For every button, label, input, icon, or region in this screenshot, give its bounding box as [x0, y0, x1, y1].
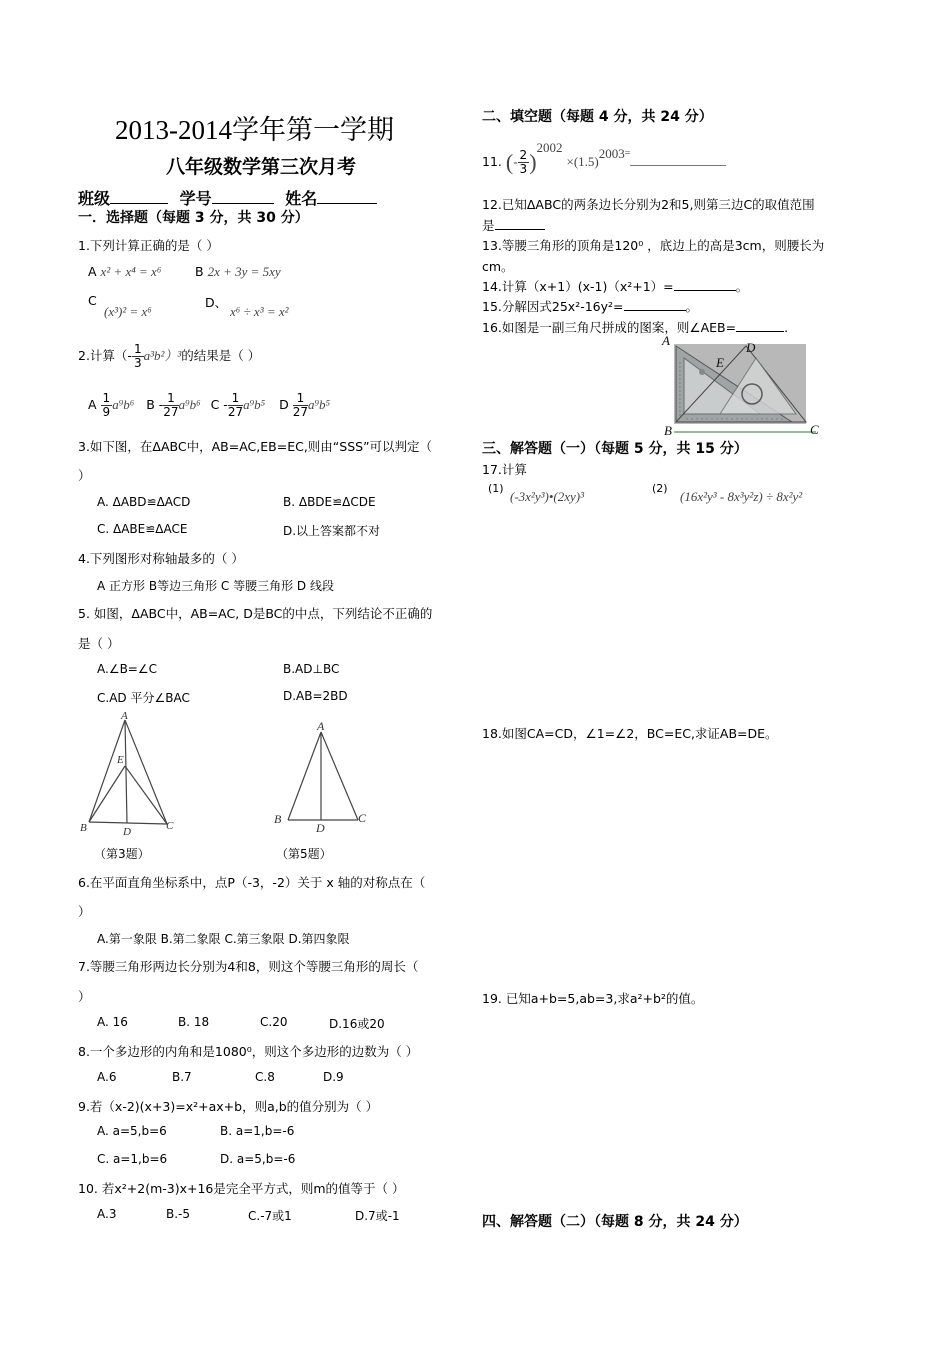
q9-stem: 9.若（x-2)(x+3)=x²+ax+b，则a,b的值分别为（ ）: [78, 1099, 379, 1114]
q5-option-b: B.AD⊥BC: [283, 662, 340, 676]
fig3-label-b: B: [80, 822, 87, 834]
q7-option-a: A. 16: [97, 1015, 128, 1029]
q14: 14.计算（x+1）(x-1)（x²+1）= 。: [482, 279, 749, 294]
q17-stem: 17.计算: [482, 462, 527, 477]
class-field[interactable]: [110, 203, 168, 204]
q10-option-c: C.-7或1: [248, 1209, 292, 1223]
fig5-label-b: B: [274, 812, 282, 826]
q1-option-c-label: C: [88, 293, 97, 308]
q10-option-a: A.3: [97, 1207, 117, 1221]
q10-option-b: B.-5: [166, 1207, 191, 1221]
page-title: 2013-2014学年第一学期: [115, 115, 394, 145]
q9-option-b: B. a=1,b=-6: [220, 1124, 295, 1138]
q1-option-b: B 2x + 3y = 5xy: [195, 264, 281, 279]
q5-option-a: A.∠B=∠C: [97, 662, 157, 676]
q15: 15.分解因式25x²-16y²= 。: [482, 299, 699, 314]
number-label: 学号: [179, 189, 212, 208]
q3-option-a: A. ΔABD≌ΔACD: [97, 495, 191, 509]
q4-options: A 正方形 B等边三角形 C 等腰三角形 D 线段: [97, 579, 334, 593]
q7-stem-line1: 7.等腰三角形两边长分别为4和8，则这个等腰三角形的周长（: [78, 959, 419, 974]
q2-stem: 2.计算（- $\frac{1}{3}$ a³b²）³的结果是（ ）: [78, 342, 261, 370]
q8-option-a: A.6: [97, 1070, 117, 1084]
q12-line2: 是: [482, 216, 545, 234]
section-1-title: 一．选择题（每题 3 分，共 30 分）: [78, 210, 309, 226]
class-label: 班级: [78, 189, 111, 208]
q3-option-b: B. ΔBDE≌ΔCDE: [283, 495, 376, 509]
q8-option-d: D.9: [323, 1070, 344, 1084]
fig16-label-e: E: [716, 355, 724, 370]
q9-option-d: D. a=5,b=-6: [220, 1152, 296, 1166]
q5-option-d: D.AB=2BD: [283, 689, 348, 703]
q15-answer-blank[interactable]: [624, 310, 686, 311]
q1-option-d-label: D、: [205, 295, 228, 310]
q19: 19. 已知a+b=5,ab=3,求a²+b²的值。: [482, 991, 704, 1006]
q18: 18.如图CA=CD，∠1=∠2，BC=EC,求证AB=DE。: [482, 726, 778, 741]
fig3-label-e: E: [117, 754, 124, 766]
q14-answer-blank[interactable]: [674, 290, 736, 291]
q1-option-a: A x² + x⁴ = x⁶: [88, 264, 162, 279]
q17-part1-expr: (-3x²y³)•(2xy)³: [510, 489, 584, 504]
fig3-label-c: C: [166, 820, 174, 832]
q1-stem: 1.下列计算正确的是（ ）: [78, 238, 219, 253]
student-info: [78, 186, 377, 209]
q3-stem-line1: 3.如下图，在ΔABC中，AB=AC,EB=EC,则由“SSS”可以判定（: [78, 439, 433, 454]
q16: 16.如图是一副三角尺拼成的图案，则∠AEB= .: [482, 320, 789, 335]
q7-option-b: B. 18: [178, 1015, 210, 1029]
q13-line2: cm。: [482, 259, 514, 274]
fig3-caption: （第3题）: [94, 847, 150, 861]
section-3-title: 三、解答题（一）（每题 5 分，共 15 分）: [482, 441, 748, 457]
q8-stem: 8.一个多边形的内角和是1080⁰，则这个多边形的边数为（ ）: [78, 1044, 419, 1059]
q7-stem-line2: ）: [78, 989, 91, 1004]
q3-stem-line2: ）: [78, 468, 91, 483]
section-4-title: 四、解答题（二）（每题 8 分，共 24 分）: [482, 1214, 748, 1230]
q2-option-c: C - $\frac{1}{27}$ a⁹b⁵: [210, 391, 266, 419]
q6-stem-line1: 6.在平面直角坐标系中，点P（-3，-2）关于 x 轴的对称点在（: [78, 875, 426, 890]
name-field[interactable]: [317, 203, 377, 204]
fig5-label-a: A: [317, 719, 325, 733]
q2-options: [88, 392, 330, 419]
q13-line1: 13.等腰三角形的顶角是120⁰ ，底边上的高是3cm，则腰长为: [482, 238, 825, 253]
q8-option-c: C.8: [255, 1070, 275, 1084]
fig5-caption: （第5题）: [276, 847, 332, 861]
q2-option-a: A $\frac{1}{9}$ a⁹b⁶: [88, 391, 135, 419]
q6-stem-line2: ）: [78, 904, 91, 919]
figure-q3-triangle: [75, 708, 185, 840]
section-2-title: 二、填空题（每题 4 分，共 24 分）: [482, 109, 713, 125]
q11-answer-blank[interactable]: [630, 165, 726, 166]
figure-q16-set-squares: [660, 332, 825, 438]
q9-option-c: C. a=1,b=6: [97, 1152, 168, 1166]
q2-option-b: B - $\frac{1}{27}$ a⁹b⁶: [146, 391, 201, 419]
fig3-label-a: A: [121, 710, 128, 722]
q2-option-d: D $\frac{1}{27}$ a⁹b⁵: [279, 391, 331, 419]
q10-stem: 10. 若x²+2(m-3)x+16是完全平方式，则m的值等于（ ）: [78, 1181, 405, 1196]
q4-stem: 4.下列图形对称轴最多的（ ）: [78, 551, 244, 566]
q5-stem-line1: 5. 如图，ΔABC中，AB=AC, D是BC的中点，下列结论不正确的: [78, 606, 433, 621]
q7-option-c: C.20: [260, 1015, 288, 1029]
q11: 11. (- $\frac{2}{3}$ )$^{2002} \times(1.5)^{2003=}$: [482, 140, 726, 176]
q1-option-c-expr: (x³)² = x⁶: [104, 304, 152, 319]
fig5-label-c: C: [358, 811, 367, 825]
q5-stem-line2: 是（ ）: [78, 636, 120, 651]
q5-option-c: C.AD 平分∠BAC: [97, 691, 190, 705]
figure-q5-triangle: [270, 716, 370, 838]
q12-answer-blank[interactable]: [495, 229, 545, 230]
q12-line1: 12.已知ΔABC的两条边长分别为2和5,则第三边C的取值范围: [482, 197, 815, 212]
name-label: 姓名: [285, 189, 318, 208]
q17-part1-label: (1): [488, 482, 504, 495]
q1-option-d-expr: x⁶ ÷ x³ = x²: [230, 304, 289, 319]
q17-part2-expr: (16x²y³ - 8x³y²z) ÷ 8x²y²: [680, 489, 803, 504]
q3-option-c: C. ΔABE≌ΔACE: [97, 522, 188, 536]
q6-options: A.第一象限 B.第二象限 C.第三象限 D.第四象限: [97, 932, 350, 946]
fig5-label-d: D: [316, 821, 325, 835]
q8-option-b: B.7: [172, 1070, 192, 1084]
q3-option-d: D.以上答案都不对: [283, 524, 381, 538]
number-field[interactable]: [212, 203, 274, 204]
q7-option-d: D.16或20: [329, 1017, 385, 1031]
page-subtitle: 八年级数学第三次月考: [166, 156, 357, 178]
fig16-label-c: C: [810, 422, 819, 437]
fig16-label-a: A: [662, 333, 670, 348]
q9-option-a: A. a=5,b=6: [97, 1124, 167, 1138]
q10-option-d: D.7或-1: [355, 1209, 400, 1223]
q17-part2-label: (2): [652, 482, 668, 495]
fig16-label-d: D: [746, 340, 756, 355]
fig16-label-b: B: [664, 423, 672, 438]
fig3-label-d: D: [123, 826, 131, 838]
